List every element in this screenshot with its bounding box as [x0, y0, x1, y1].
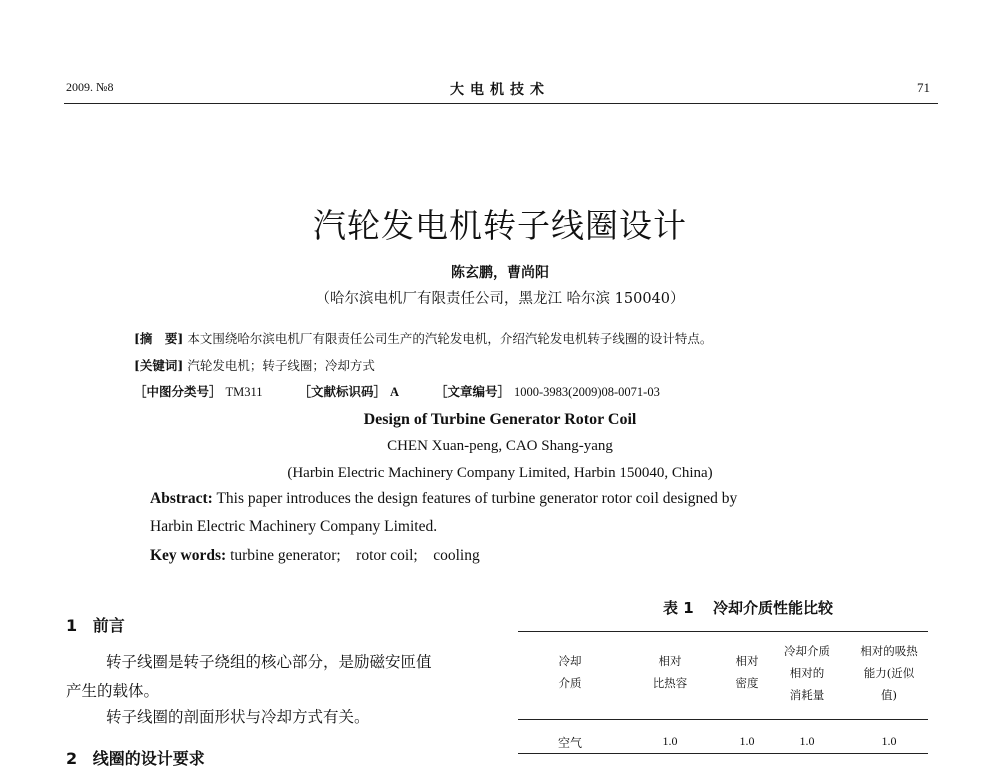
section-1-number: 1 [66, 616, 78, 635]
table-cell: 1.0 [662, 734, 678, 748]
classification-line [134, 382, 660, 400]
section-2-number: 2 [66, 749, 78, 768]
section-1-heading [66, 613, 125, 636]
english-abstract-line2: Harbin Electric Machinery Company Limited. [150, 518, 438, 535]
keywords-cn-text: 汽轮发电机；转子线圈；冷却方式 [187, 358, 375, 373]
table-header-heat-absorption: 相对的吸热 能力(近似 值) [860, 644, 918, 702]
table-1-title: 冷却介质性能比较 [712, 599, 833, 617]
doc-code-label: ［文献标识码］ [298, 384, 387, 399]
paper-authors: 陈玄鹏，曹尚阳 [451, 265, 549, 281]
english-keywords [150, 543, 480, 565]
table-cell: 1.0 [799, 734, 815, 748]
english-authors: CHEN Xuan-peng, CAO Shang-yang [387, 438, 613, 454]
issue-number: 2009. №8 [66, 80, 114, 94]
table-cell: 1.0 [739, 734, 755, 748]
table-cell: 1.0 [881, 734, 897, 748]
english-abstract-text1: This paper introduces the design features of turbine generator rotor coil designed by [216, 490, 738, 507]
abstract-cn-text: 本文围绕哈尔滨电机厂有限责任公司生产的汽轮发电机，介绍汽轮发电机转子线圈的设计特点。 [187, 331, 713, 346]
doc-code-value: A [390, 385, 400, 399]
english-abstract-label: Abstract: [150, 490, 213, 507]
section-1-para2: 转子线圈的剖面形状与冷却方式有关。 [106, 708, 370, 726]
journal-name: 大电机技术 [450, 82, 550, 98]
section-1-para1-line2: 产生的载体。 [66, 682, 160, 700]
clc-label: ［中图分类号］ [134, 384, 222, 399]
article-id-value: 1000-3983(2009)08-0071-03 [514, 385, 660, 399]
english-keywords-label: Key words: [150, 547, 227, 564]
article-id-label: ［文章编号］ [435, 384, 511, 399]
section-2-title: 线圈的设计要求 [92, 749, 205, 768]
table-top-rule [518, 631, 928, 632]
table-bottom-rule [518, 753, 928, 754]
paper-title: 汽轮发电机转子线圈设计 [313, 206, 687, 245]
english-affiliation: (Harbin Electric Machinery Company Limited, Harbin 150040, China) [287, 465, 713, 481]
english-title: Design of Turbine Generator Rotor Coil [363, 411, 637, 428]
table-cell: 空气 [557, 736, 582, 750]
table-header-rule [518, 719, 928, 720]
section-2-heading [66, 746, 205, 769]
table-header-specific-heat: 相对 比热容 [652, 654, 688, 690]
table-1-number: 表 1 [663, 599, 694, 617]
table-header-medium: 冷却 介质 [558, 654, 582, 690]
clc-value: TM311 [225, 385, 263, 399]
section-1-para1-line1: 转子线圈是转子绕组的核心部分，是励磁安匝值 [106, 653, 432, 671]
table-1-caption [548, 597, 948, 618]
abstract-cn-label: [摘 要] [134, 331, 184, 346]
header-rule [64, 103, 938, 104]
paper-affiliation: （哈尔滨电机厂有限责任公司，黑龙江 哈尔滨 150040） [315, 291, 685, 307]
table-header-consumption: 冷却介质 相对的 消耗量 [784, 644, 830, 702]
keywords-cn [134, 356, 375, 374]
page-number: 71 [917, 80, 930, 95]
english-keywords-text: turbine generator; rotor coil; cooling [230, 547, 480, 564]
table-header-density: 相对 密度 [735, 654, 759, 690]
keywords-cn-label: [关键词] [134, 358, 184, 373]
abstract-cn [134, 329, 712, 347]
english-abstract-line1 [150, 490, 737, 508]
section-1-title: 前言 [92, 616, 125, 635]
